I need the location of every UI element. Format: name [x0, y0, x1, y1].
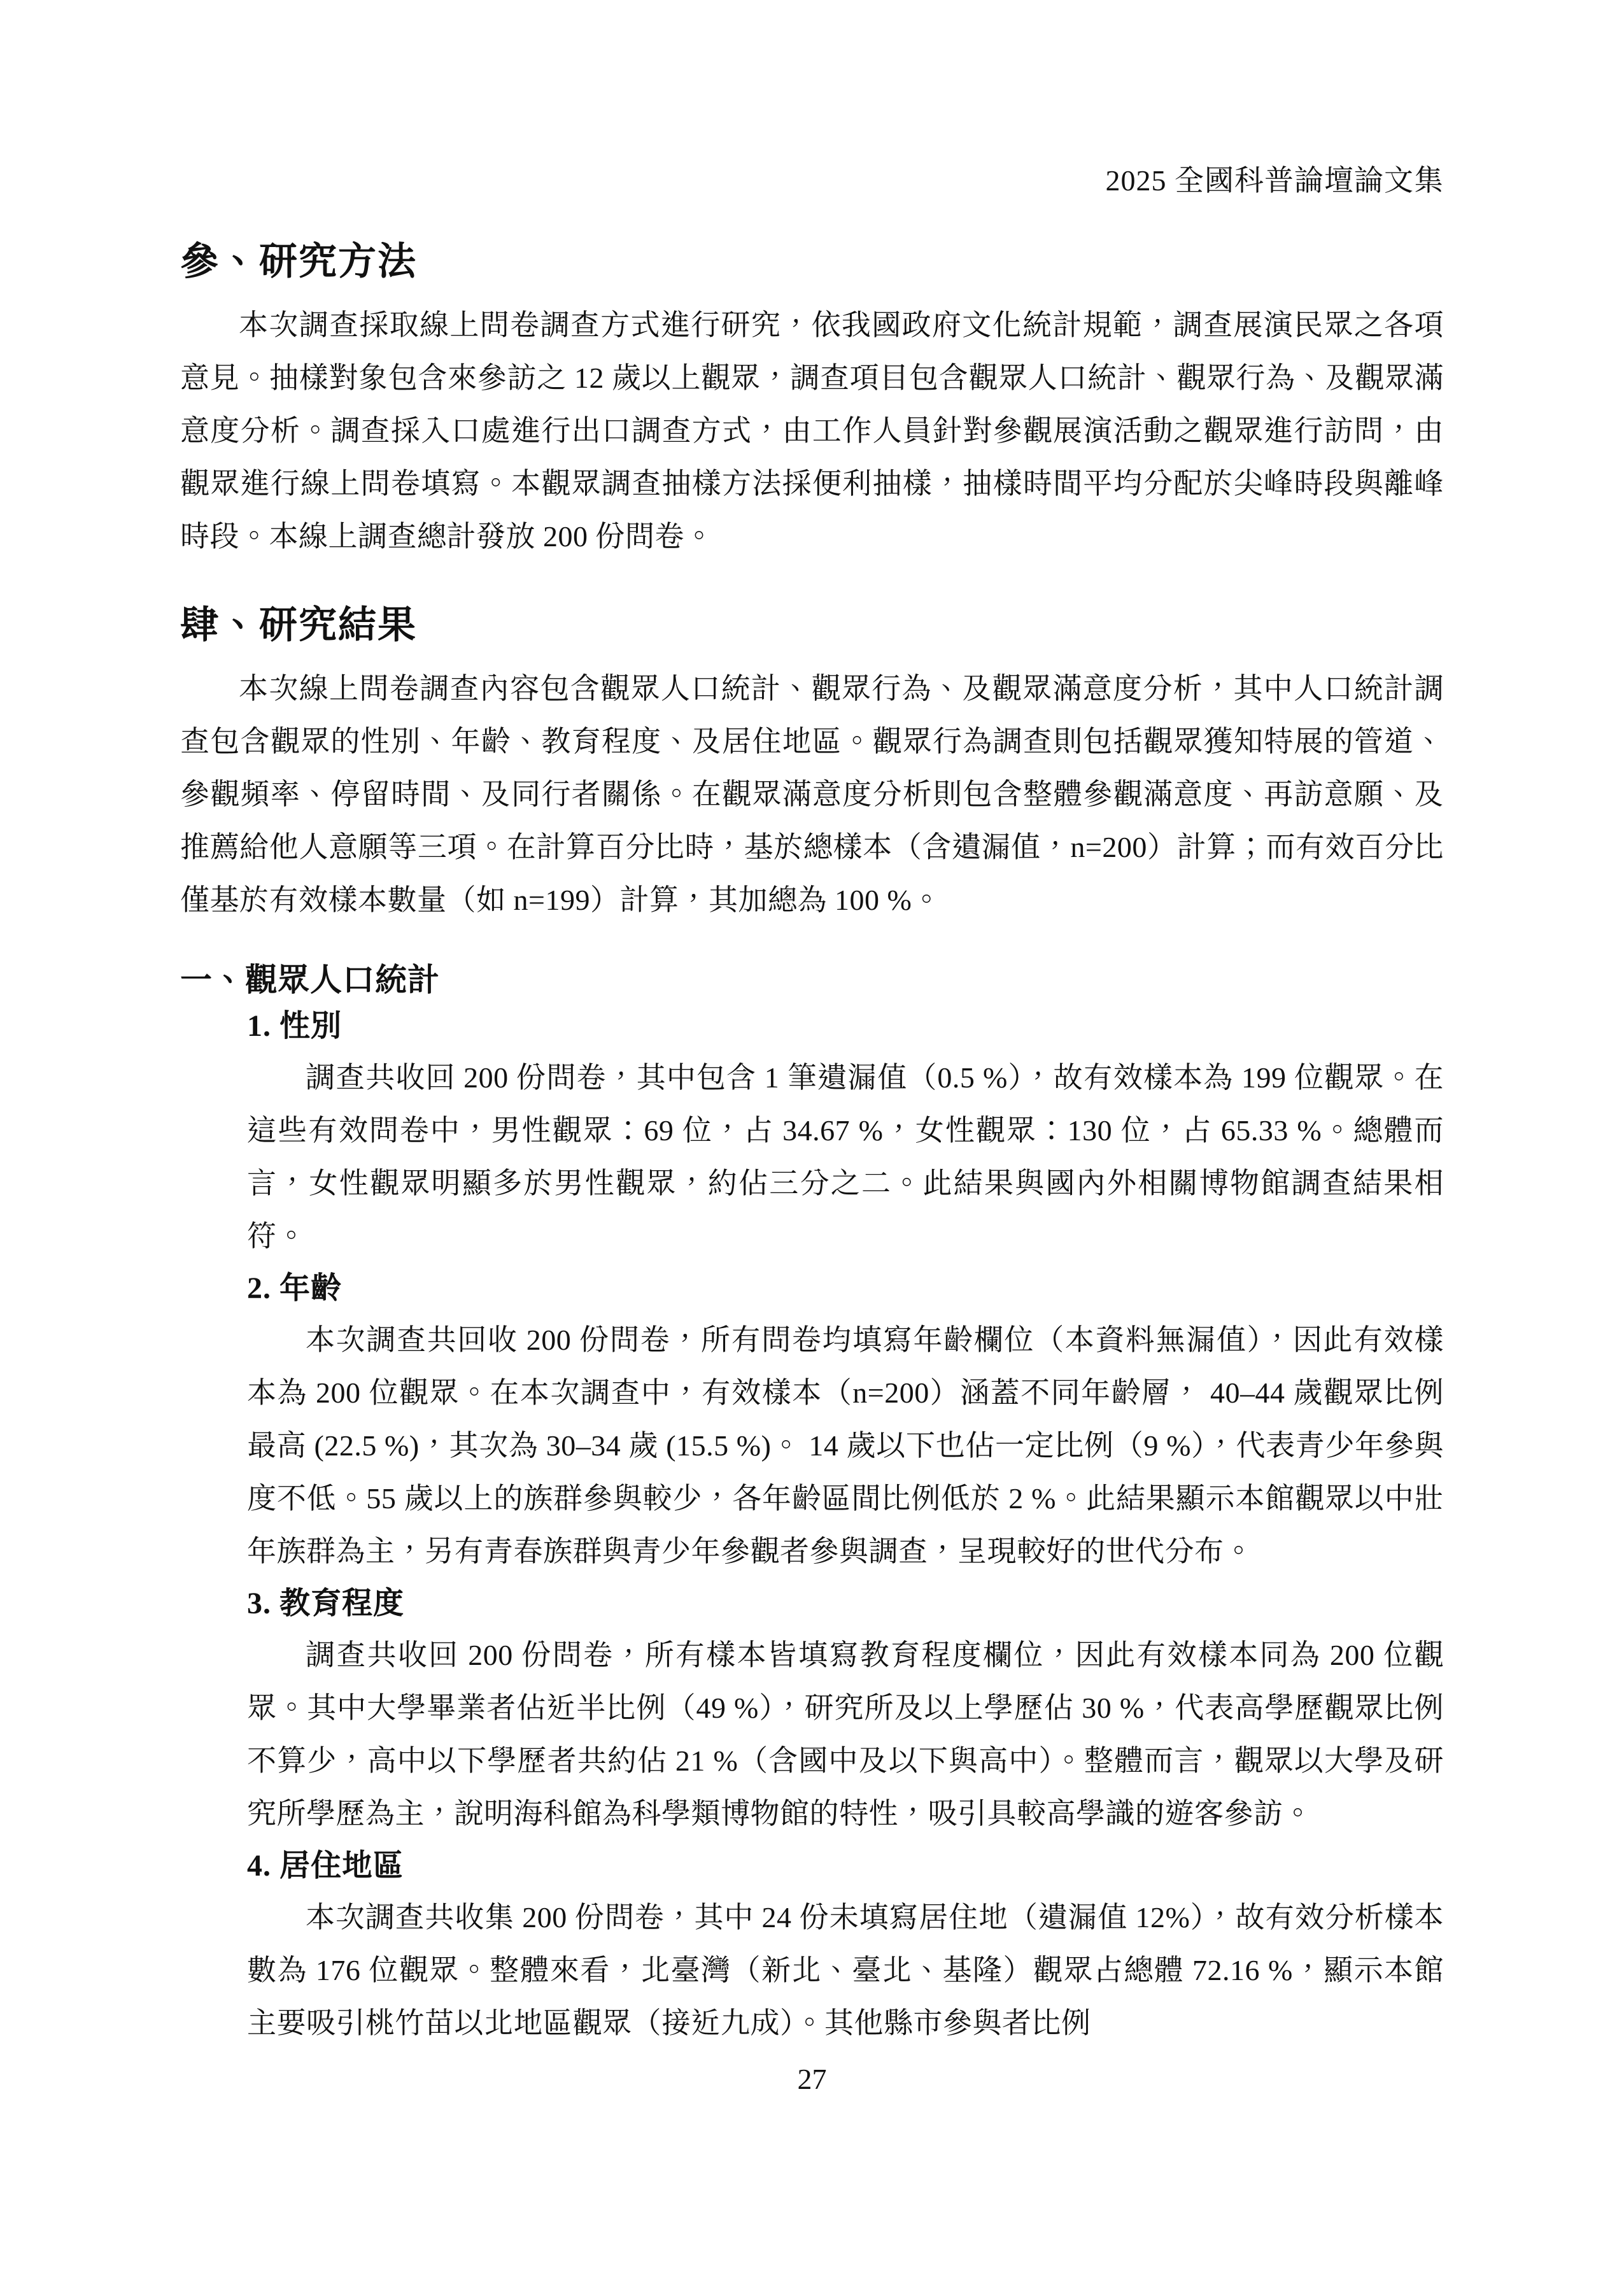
subsection-education — [247, 1584, 1444, 1840]
age-paragraph: 本次調查共回收 200 份問卷，所有問卷均填寫年齡欄位（本資料無漏值），因此有效樣本為 200 位觀眾。在本次調查中，有效樣本（n=200）涵蓋不同年齡層， 40–44 歲觀眾比例最高 (22.5 %)，其次為 30–34 歲 (15.5 %)。 14 歲以下也佔一定比例（9 %），代表青少年參與度不低。55 歲以上的族群參與較少，各年齡區間比例低於 2 %。此結果顯示本館觀眾以中壯年族群為主，另有青春族群與青少年參觀者參與調查，呈現較好的世代分布。 — [247, 1324, 1444, 1567]
education-paragraph: 調查共收回 200 份問卷，所有樣本皆填寫教育程度欄位，因此有效樣本同為 200 位觀眾。其中大學畢業者佔近半比例（49 %），研究所及以上學歷佔 30 %，代表高學歷觀眾比例不算少，高中以下學歷者共約佔 21 %（含國中及以下與高中）。整體而言，觀眾以大學及研究所學歷為主，說明海科館為科學類博物館的特性，吸引具較高學識的遊客參訪。 — [247, 1639, 1444, 1830]
sub-heading-residence: 4. 居住地區 — [247, 1849, 405, 1883]
sub-heading-age: 2. 年齡 — [247, 1271, 342, 1305]
section-heading-methods: 參、研究方法 — [180, 241, 417, 283]
gender-paragraph: 調查共收回 200 份問卷，其中包含 1 筆遺漏值（0.5 %），故有效樣本為 199 位觀眾。在這些有效問卷中，男性觀眾：69 位，占 34.67 %，女性觀眾：130 位，占 65.33 %。總體而言，女性觀眾明顯多於男性觀眾，約佔三分之二。此結果與國內外相關博物館調查結果相符。 — [247, 1061, 1444, 1252]
methods-paragraph: 本次調查採取線上問卷調查方式進行研究，依我國政府文化統計規範，調查展演民眾之各項意見。抽樣對象包含來參訪之 12 歲以上觀眾，調查項目包含觀眾人口統計、觀眾行為、及觀眾滿意度分析。調查採入口處進行出口調查方式，由工作人員針對參觀展演活動之觀眾進行訪問，由觀眾進行線上問卷填寫。本觀眾調查抽樣方法採便利抽樣，抽樣時間平均分配於尖峰時段與離峰時段。本線上調查總計發放 200 份問卷。 — [180, 309, 1444, 553]
section-heading-results: 肆、研究結果 — [180, 604, 417, 646]
results-paragraph: 本次線上問卷調查內容包含觀眾人口統計、觀眾行為、及觀眾滿意度分析，其中人口統計調查包含觀眾的性別、年齡、教育程度、及居住地區。觀眾行為調查則包括觀眾獲知特展的管道、參觀頻率、停留時間、及同行者關係。在觀眾滿意度分析則包含整體參觀滿意度、再訪意願、及推薦給他人意願等三項。在計算百分比時，基於總樣本（含遺漏值，n=200）計算；而有效百分比僅基於有效樣本數量（如 n=199）計算，其加總為 100 %。 — [180, 672, 1444, 916]
subsection-residence — [247, 1846, 1444, 2049]
page-number: 27 — [797, 2063, 827, 2095]
sub-heading-education: 3. 教育程度 — [247, 1587, 405, 1620]
running-header: 2025 全國科普論壇論文集 — [1105, 164, 1444, 197]
subsection-gender — [247, 1007, 1444, 1263]
residence-paragraph: 本次調查共收集 200 份問卷，其中 24 份未填寫居住地（遺漏值 12%），故有效分析樣本數為 176 位觀眾。整體來看，北臺灣（新北、臺北、基隆）觀眾占總體 72.16 %，顯示本館主要吸引桃竹苗以北地區觀眾（接近九成）。其他縣市參與者比例 — [247, 1901, 1444, 2039]
subsection-group-heading-demographics: 一、觀眾人口統計 — [180, 962, 440, 998]
sub-heading-gender: 1. 性別 — [247, 1009, 342, 1043]
subsection-age — [247, 1269, 1444, 1578]
